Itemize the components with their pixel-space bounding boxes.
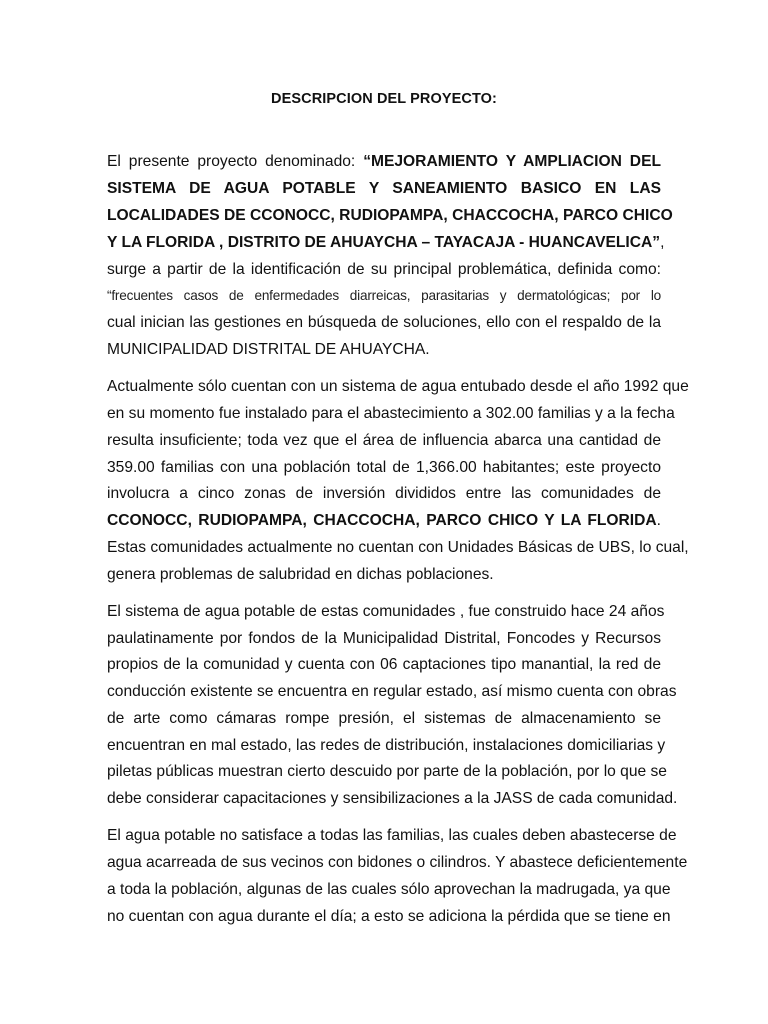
p3-line-4: conducción existente se encuentra en regular estado, así mismo cuenta con obras (107, 683, 677, 700)
p4-line-2: agua acarreada de sus vecinos con bidones o cilindros. Y abastece deficientemente (107, 854, 688, 871)
p1-line-3: LOCALIDADES DE CCONOCC, RUDIOPAMPA, CHACCOCHA, PARCO CHICO (107, 207, 673, 224)
p3-line-1: El sistema de agua potable de estas comunidades , fue construido hace 24 años (107, 603, 665, 620)
p3-line-7: piletas públicas muestran cierto descuido por parte de la población, por lo que se (107, 763, 667, 780)
p3-line-5: de arte como cámaras rompe presión, el sistemas de almacenamiento se (107, 710, 661, 727)
p2-line-1: Actualmente sólo cuentan con un sistema de agua entubado desde el año 1992 que (107, 378, 689, 395)
p2-line-8: genera problemas de salubridad en dichas poblaciones. (107, 566, 494, 583)
p3-line-6: encuentran en mal estado, las redes de distribución, instalaciones domiciliarias y (107, 737, 666, 754)
p3-line-8: debe considerar capacitaciones y sensibilizaciones a la JASS de cada comunidad. (107, 790, 678, 807)
p4-line-3: a toda la población, algunas de las cuales sólo aprovechan la madrugada, ya que (107, 881, 671, 898)
p1-line-4 (107, 232, 665, 254)
p4-line-4: no cuentan con agua durante el día; a esto se adiciona la pérdida que se tiene en (107, 908, 671, 925)
p1-line-8: MUNICIPALIDAD DISTRITAL DE AHUAYCHA. (107, 341, 430, 358)
p1-intro-text: El presente proyecto denominado: (107, 153, 364, 170)
p1-line-2: SISTEMA DE AGUA POTABLE Y SANEAMIENTO BASICO EN LAS (107, 180, 661, 197)
communities-list: CCONOCC, RUDIOPAMPA, CHACCOCHA, PARCO CHICO Y LA FLORIDA (107, 512, 657, 529)
p1-comma: , (660, 234, 665, 251)
p2-line-6 (107, 510, 661, 532)
p2-period: . (656, 512, 661, 529)
p1-line-7: cual inician las gestiones en búsqueda de soluciones, ello con el respaldo de la (107, 314, 661, 331)
p2-line-3: resulta insuficiente; toda vez que el área de influencia abarca una cantidad de (107, 432, 661, 449)
p2-line-2: en su momento fue instalado para el abastecimiento a 302.00 familias y a la fecha (107, 405, 675, 422)
p1-line-1 (107, 151, 661, 173)
p2-line-7: Estas comunidades actualmente no cuentan con Unidades Básicas de UBS, lo cual, (107, 539, 689, 556)
p2-line-4: 359.00 familias con una población total de 1,366.00 habitantes; este proyecto (107, 459, 661, 476)
document-heading: DESCRIPCION DEL PROYECTO: (271, 91, 497, 107)
p1-line-6: “frecuentes casos de enfermedades diarreicas, parasitarias y dermatológicas; por lo (107, 288, 661, 303)
p1-line-5: surge a partir de la identificación de su principal problemática, definida como: (107, 261, 661, 278)
p3-line-2: paulatinamente por fondos de la Municipalidad Distrital, Foncodes y Recursos (107, 630, 661, 647)
p3-line-3: propios de la comunidad y cuenta con 06 captaciones tipo manantial, la red de (107, 656, 661, 673)
p4-line-1: El agua potable no satisface a todas las familias, las cuales deben abastecerse de (107, 827, 677, 844)
p2-line-5: involucra a cinco zonas de inversión divididos entre las comunidades de (107, 485, 661, 502)
project-title-end: Y LA FLORIDA , DISTRITO DE AHUAYCHA – TAYACAJA - HUANCAVELICA” (107, 234, 661, 251)
project-title-start: “MEJORAMIENTO Y AMPLIACION DEL (363, 153, 661, 170)
